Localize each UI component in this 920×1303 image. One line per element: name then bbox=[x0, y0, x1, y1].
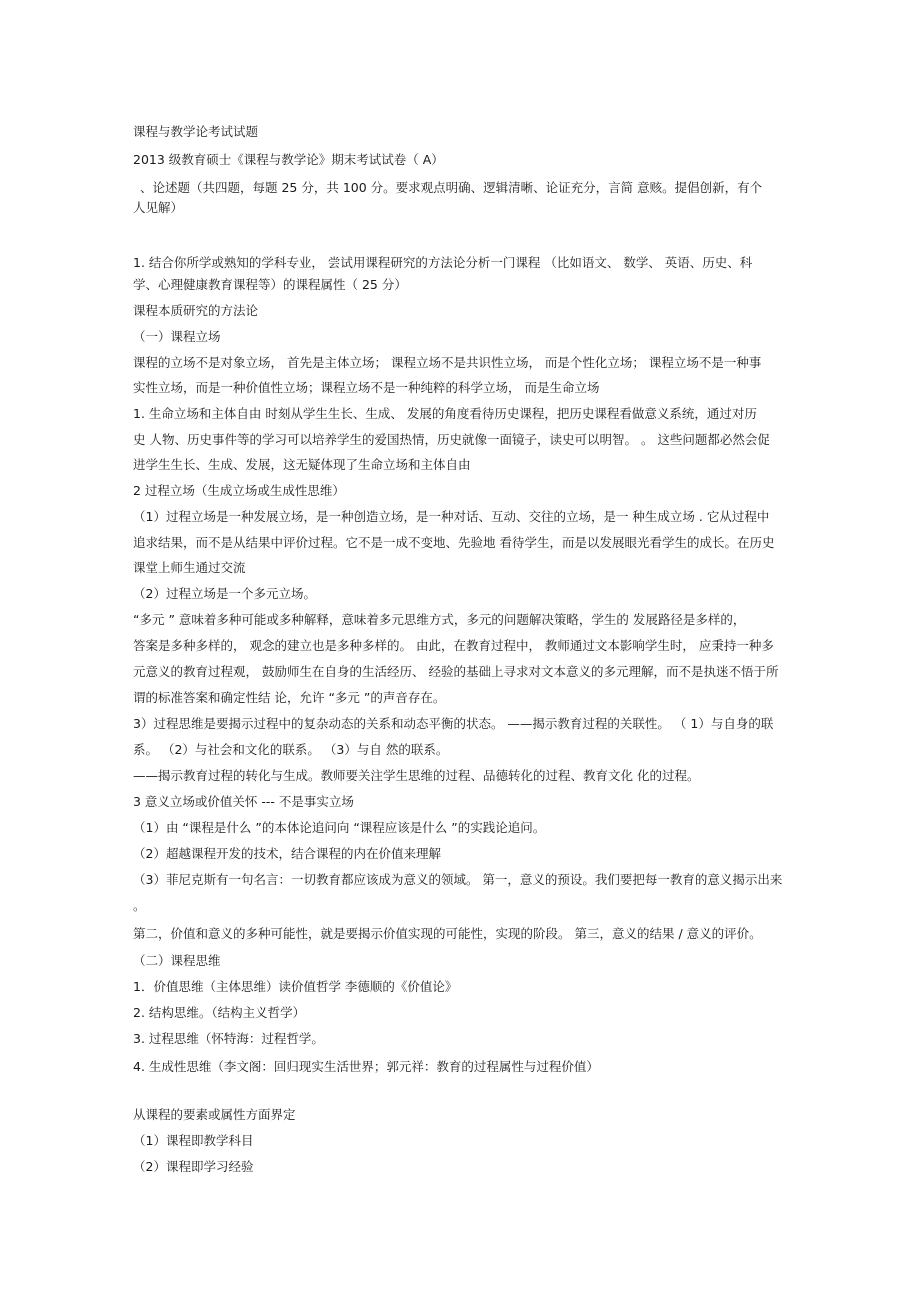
list-item: 3. 过程思维（怀特海：过程哲学。 bbox=[133, 1031, 324, 1046]
exam-subtitle: 2013 级教育硕士《课程与教学论》期末考试试卷（ A） bbox=[133, 152, 444, 167]
text-line: （1）过程立场是一种发展立场，是一种创造立场，是一种对话、互动、交往的立场，是一 种生成立场 . 它从过程中 bbox=[133, 509, 770, 524]
doc-title: 课程与教学论考试试题 bbox=[133, 124, 259, 139]
text-line: 实性立场，而是一种价值性立场；课程立场不是一种纯粹的科学立场， 而是生命立场 bbox=[133, 380, 600, 395]
text-line: 追求结果，而不是从结果中评价过程。它不是一成不变地、先验地 看待学生，而是以发展眼光看学生的成长。在历史 bbox=[133, 535, 775, 550]
text-line: 1. 生命立场和主体自由 时刻从学生生长、生成、 发展的角度看待历史课程，把历史课程看做意义系统，通过对历 bbox=[133, 406, 757, 421]
section-heading: （二）课程思维 bbox=[133, 953, 221, 968]
section-heading: 课程本质研究的方法论 bbox=[133, 303, 259, 318]
list-item: （1）课程即教学科目 bbox=[133, 1133, 254, 1148]
section-heading: （一）课程立场 bbox=[133, 329, 221, 344]
text-line: 答案是多种多样的， 观念的建立也是多种多样的。 由此，在教育过程中， 教师通过文本影响学生时， 应秉持一种多 bbox=[133, 638, 774, 653]
text-line: ——揭示教育过程的转化与生成。教师要关注学生思维的过程、品德转化的过程、教育文化 化的过程。 bbox=[133, 768, 700, 783]
list-item: 1．价值思维（主体思维）读价值哲学 李德顺的《价值论》 bbox=[133, 979, 458, 994]
section-heading: 从课程的要素或属性方面界定 bbox=[133, 1107, 296, 1122]
text-line: （2）过程立场是一个多元立场。 bbox=[133, 586, 316, 601]
text-line: 人见解） bbox=[133, 200, 184, 215]
list-item: 4. 生成性思维（李文阁：回归现实生活世界；郭元祥：教育的过程属性与过程价值） bbox=[133, 1059, 599, 1074]
text-line: 系。 （2）与社会和文化的联系。 （3）与自 然的联系。 bbox=[133, 742, 449, 757]
text-line: “多元 ” 意味着多种可能或多种解释，意味着多元思维方式，多元的问题解决策略，学生的 发展路径是多样的， bbox=[133, 612, 746, 627]
text-line: （3）菲尼克斯有一句名言：一切教育都应该成为意义的领域。 第一，意义的预设。我们要把每一教育的意义揭示出来 bbox=[133, 872, 783, 887]
section-heading: 3 意义立场或价值关怀 --- 不是事实立场 bbox=[133, 794, 354, 809]
text-line: （1）由 “课程是什么 ”的本体论追问向 “课程应该是什么 ”的实践论追问。 bbox=[133, 820, 546, 835]
text-line: 元意义的教育过程观， 鼓励师生在自身的生活经历、 经验的基础上寻求对文本意义的多元理解，而不是执迷不悟于所 bbox=[133, 664, 779, 679]
text-line: 史 人物、历史事件等的学习可以培养学生的爱国热情，历史就像一面镜子，读史可以明智。 。 这些问题都必然会促 bbox=[133, 432, 770, 447]
text-line: 进学生生长、生成、发展，这无疑体现了生命立场和主体自由 bbox=[133, 457, 471, 472]
text-line: 、论述题（共四题，每题 25 分，共 100 分。要求观点明确、逻辑清晰、论证充分，言简 意赅。提倡创新，有个 bbox=[140, 180, 763, 195]
list-item: 2. 结构思维。（结构主义哲学） bbox=[133, 1005, 306, 1020]
text-line: 第二，价值和意义的多种可能性，就是要揭示价值实现的可能性，实现的阶段。 第三，意义的结果 / 意义的评价。 bbox=[133, 926, 762, 941]
list-item: （2）课程即学习经验 bbox=[133, 1159, 254, 1174]
text-line: 课程的立场不是对象立场， 首先是主体立场； 课程立场不是共识性立场， 而是个性化立场； 课程立场不是一种事 bbox=[133, 355, 762, 370]
text-line: 学、心理健康教育课程等）的课程属性（ 25 分） bbox=[133, 277, 407, 292]
text-line: 课堂上师生通过交流 bbox=[133, 560, 246, 575]
text-line: 3）过程思维是要揭示过程中的复杂动态的关系和动态平衡的状态。 ——揭示教育过程的关联性。 （ 1）与自身的联 bbox=[133, 716, 774, 731]
section-heading: 2 过程立场（生成立场或生成性思维） bbox=[133, 483, 345, 498]
text-line: （2）超越课程开发的技术，结合课程的内在价值来理解 bbox=[133, 846, 441, 861]
text-line: 1. 结合你所学或熟知的学科专业， 尝试用课程研究的方法论分析一门课程 （比如语文、 数学、 英语、历史、科 bbox=[133, 255, 753, 270]
text-line: 谓的标准答案和确定性结 论，允许 “多元 ”的声音存在。 bbox=[133, 690, 446, 705]
text-line: 。 bbox=[133, 898, 146, 913]
